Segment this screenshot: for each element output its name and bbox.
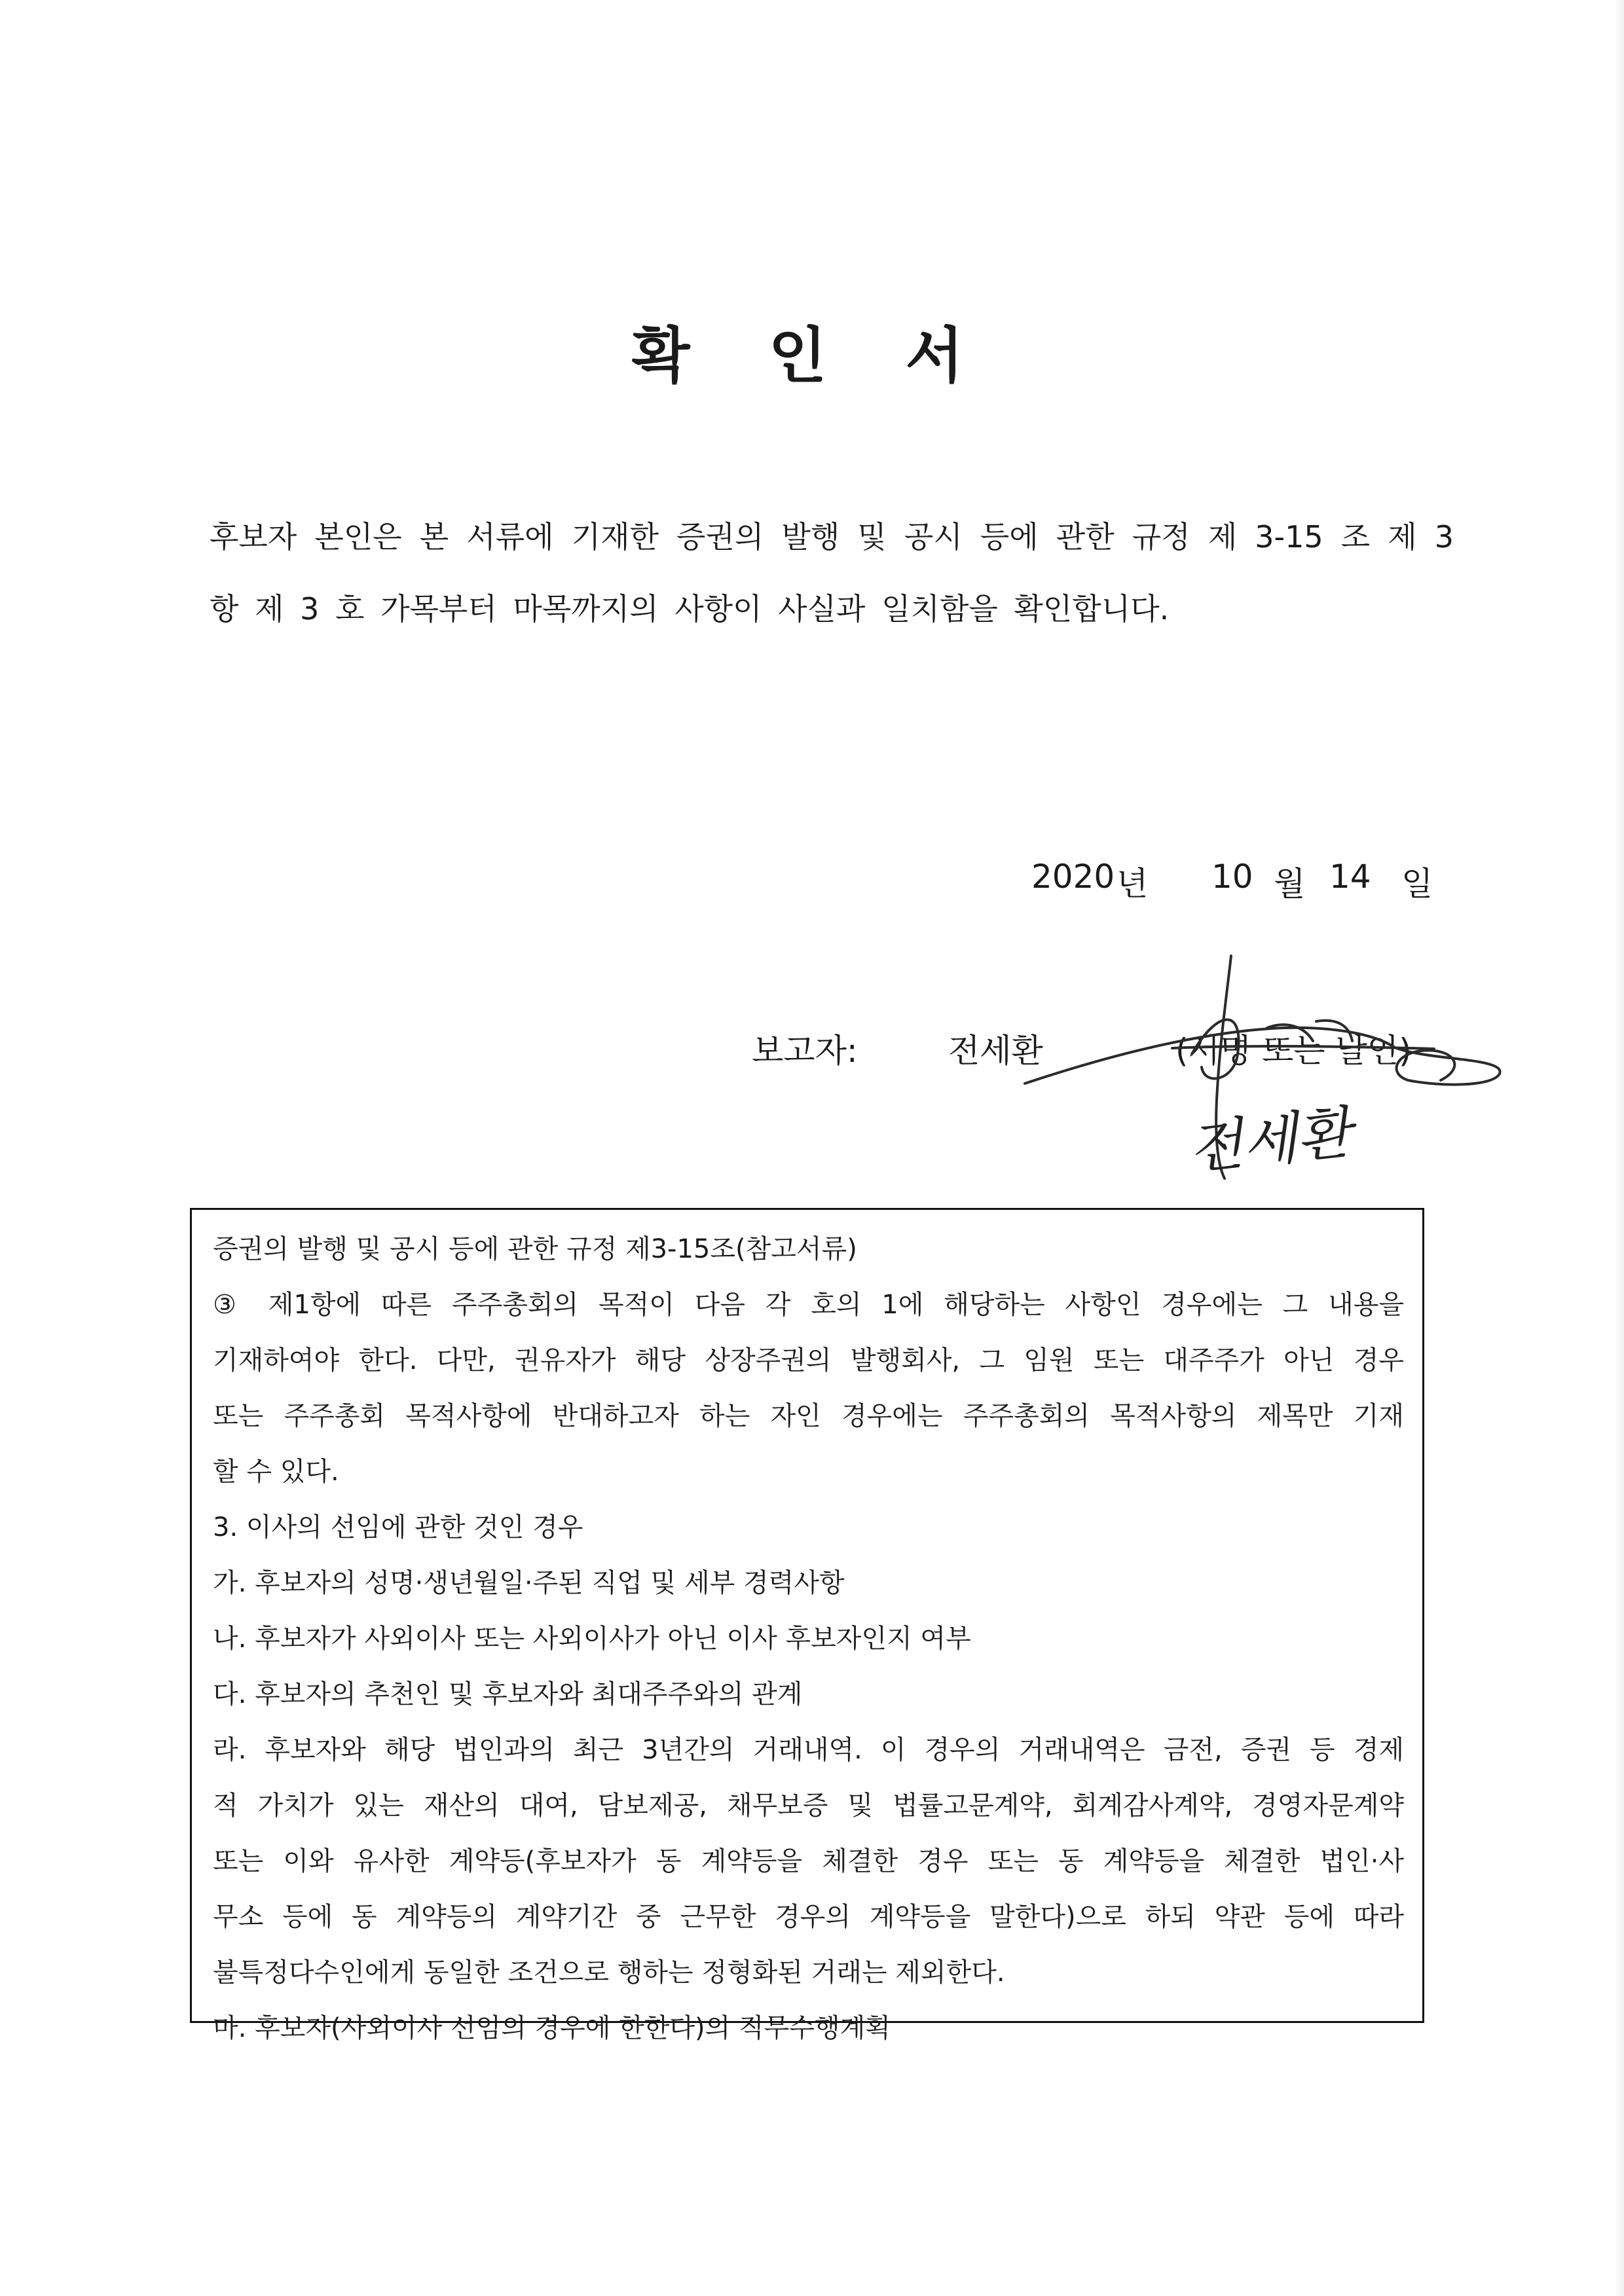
date-day: 14 [1329, 858, 1371, 896]
reference-item-ra-line: 무소 등에 동 계약등의 계약기간 중 근무한 경우의 계약등을 말한다)으로 하되 약관 등에 따라 [213, 1902, 1404, 1932]
confirmation-statement: 후보자 본인은 본 서류에 기재한 증권의 발행 및 공시 등에 관한 규정 제 3-15 조 제 3 항 제 3 호 가목부터 마목까지의 사항이 사실과 일치함을 확인합니다. [210, 519, 1454, 627]
reference-item-ra-line: 라. 후보자와 해당 법인과의 최근 3년간의 거래내역. 이 경우의 거래내역은 금전, 증권 등 경제 [213, 1735, 1404, 1765]
reference-paragraph-line: 기재하여야 한다. 다만, 권유자가 해당 상장주권의 발행회사, 그 임원 또는 대주주가 아닌 경우 [213, 1345, 1404, 1376]
handwritten-name: 전세환 [1185, 1100, 1355, 1182]
reporter-name: 전세환 [948, 1032, 1043, 1070]
reference-item-ra-line: 적 가치가 있는 재산의 대여, 담보제공, 채무보증 및 법률고문계약, 회계감사계약, 경영자문계약 [213, 1791, 1404, 1821]
reference-item-ra-line: 불특정다수인에게 동일한 조건으로 행하는 정형화된 거래는 제외한다. [213, 1958, 1005, 1988]
date-month-unit: 월 [1274, 865, 1306, 903]
reference-item-ra-line: 또는 이와 유사한 계약등(후보자가 동 계약등을 체결한 경우 또는 동 계약등을 체결한 법인·사 [213, 1846, 1404, 1876]
reference-paragraph-line: 또는 주주총회 목적사항에 반대하고자 하는 자인 경우에는 주주총회의 목적사항의 제목만 기재 [213, 1401, 1404, 1431]
reporter-label: 보고자: [752, 1032, 858, 1070]
reference-item-da: 다. 후보자의 추천인 및 후보자와 최대주주와의 관계 [213, 1679, 803, 1709]
reference-item-ga: 가. 후보자의 성명·생년월일·주된 직업 및 세부 경력사항 [213, 1568, 845, 1598]
reference-heading: 증권의 발행 및 공시 등에 관한 규정 제3-15조(참고서류) [213, 1234, 857, 1264]
reference-item-na: 나. 후보자가 사외이사 또는 사외이사가 아닌 이사 후보자인지 여부 [213, 1624, 971, 1654]
document-title: 확 인 서 [631, 321, 993, 391]
date-year-unit: 년 [1116, 865, 1149, 903]
reference-item-ma: 마. 후보자(사외이사 선임의 경우에 한한다)의 직무수행계획 [213, 2013, 891, 2043]
reference-paragraph-line: ③ 제1항에 따른 주주총회의 목적이 다음 각 호의 1에 해당하는 사항인 경우에는 그 내용을 [213, 1290, 1404, 1320]
reference-item-3: 3. 이사의 선임에 관한 것인 경우 [213, 1512, 583, 1542]
date-month: 10 [1211, 858, 1253, 896]
date-day-unit: 일 [1401, 865, 1433, 903]
signature-note: (서명 또는 날인) [1175, 1032, 1412, 1070]
date-year: 2020 [1031, 858, 1115, 896]
reference-regulation-box [190, 1208, 1424, 2043]
reference-paragraph-line: 할 수 있다. [213, 1457, 339, 1487]
